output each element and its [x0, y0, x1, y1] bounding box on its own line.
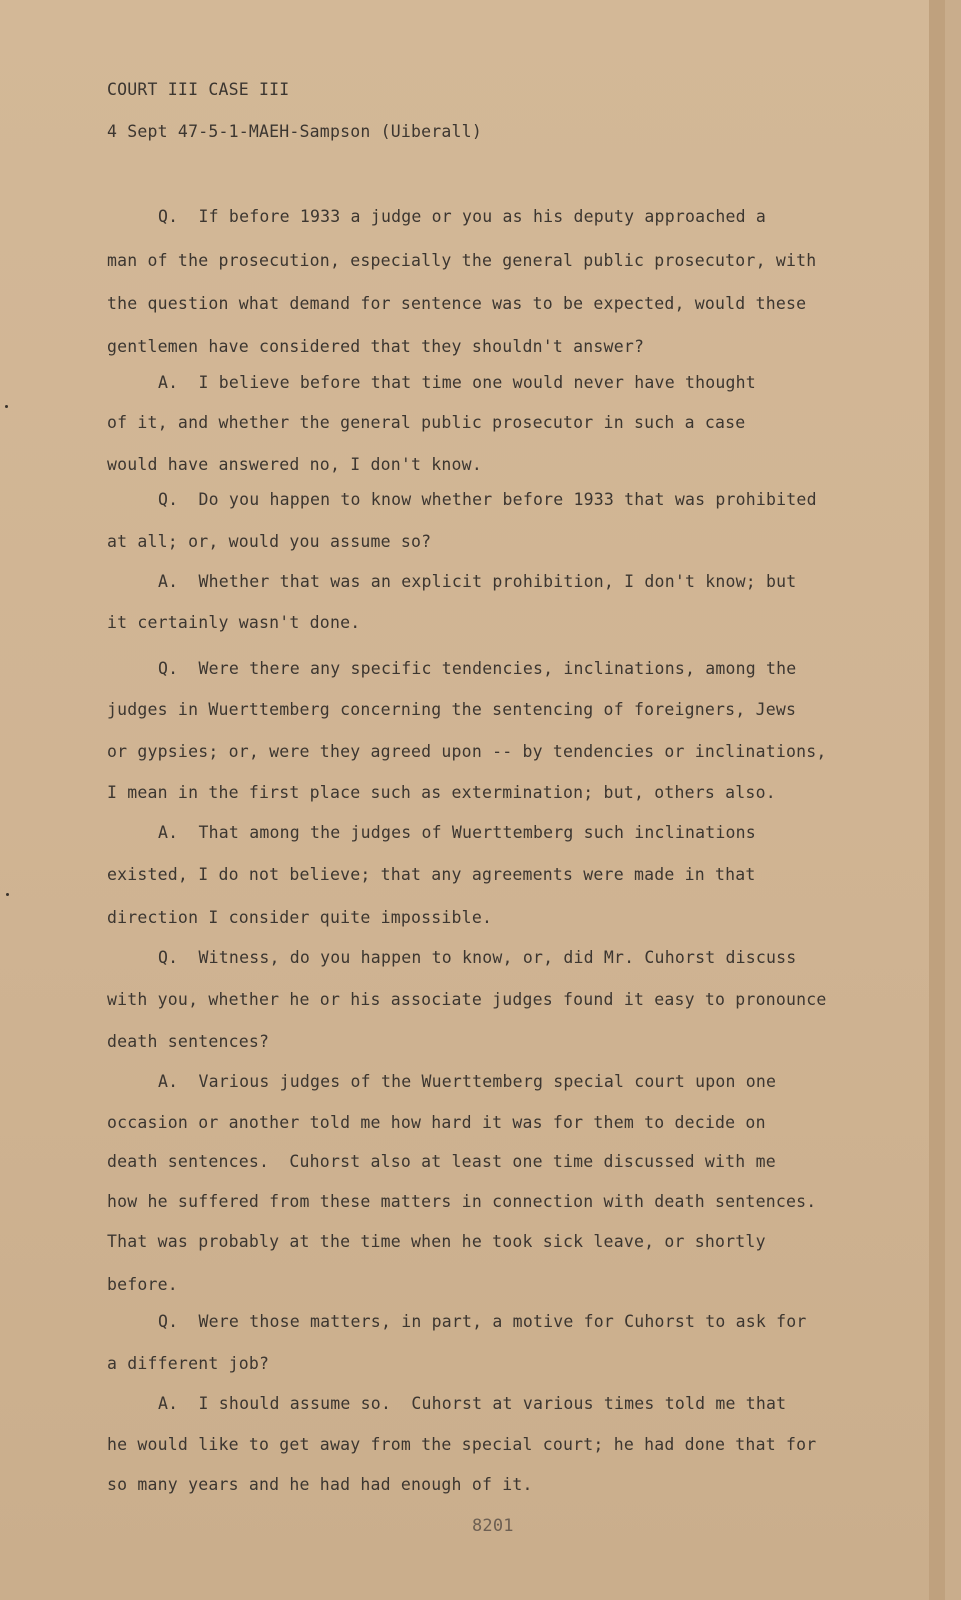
transcript-line: with you, whether he or his associate judges found it easy to pronounce [107, 990, 827, 1009]
transcript-line-first: Q. Witness, do you happen to know, or, did Mr. Cuhorst discuss [158, 948, 797, 967]
transcript-line-first: A. Various judges of the Wuerttemberg special court upon one [158, 1072, 777, 1091]
transcript-line: occasion or another told me how hard it was for them to decide on [107, 1113, 766, 1132]
transcript-line-first: A. That among the judges of Wuerttemberg such inclinations [158, 823, 756, 842]
transcript-line: man of the prosecution, especially the general public prosecutor, with [107, 251, 817, 270]
transcript-line: death sentences? [107, 1032, 270, 1051]
transcript-line: That was probably at the time when he took sick leave, or shortly [107, 1232, 766, 1251]
transcript-line: would have answered no, I don't know. [107, 455, 482, 474]
transcript-line: I mean in the first place such as extermination; but, others also. [107, 783, 776, 802]
transcript-line-first: Q. Were those matters, in part, a motive for Cuhorst to ask for [158, 1312, 807, 1331]
transcript-line: gentlemen have considered that they shouldn't answer? [107, 337, 645, 356]
transcript-line-first: Q. Do you happen to know whether before 1933 that was prohibited [158, 490, 817, 509]
transcript-line-first: A. Whether that was an explicit prohibition, I don't know; but [158, 572, 797, 591]
transcript-line: how he suffered from these matters in connection with death sentences. [107, 1192, 817, 1211]
paper-speck [5, 405, 8, 408]
transcript-line-first: Q. Were there any specific tendencies, inclinations, among the [158, 659, 797, 678]
transcript-line: death sentences. Cuhorst also at least one time discussed with me [107, 1152, 776, 1171]
session-header: 4 Sept 47-5-1-MAEH-Sampson (Uiberall) [107, 122, 482, 141]
transcript-line: a different job? [107, 1354, 270, 1373]
transcript-line: at all; or, would you assume so? [107, 532, 432, 551]
transcript-line: direction I consider quite impossible. [107, 908, 493, 927]
transcript-line: or gypsies; or, were they agreed upon -- by tendencies or inclinations, [107, 742, 827, 761]
transcript-line: he would like to get away from the special court; he had done that for [107, 1435, 817, 1454]
transcript-line-first: Q. If before 1933 a judge or you as his deputy approached a [158, 207, 767, 226]
transcript-line: existed, I do not believe; that any agreements were made in that [107, 865, 756, 884]
transcript-line-first: A. I believe before that time one would never have thought [158, 373, 756, 392]
transcript-line-first: A. I should assume so. Cuhorst at various times told me that [158, 1394, 787, 1413]
transcript-line: the question what demand for sentence was to be expected, would these [107, 294, 807, 313]
transcript-line: it certainly wasn't done. [107, 613, 361, 632]
page-number: 8201 [472, 1516, 514, 1536]
transcript-line: so many years and he had had enough of it. [107, 1475, 533, 1494]
transcript-line: of it, and whether the general public prosecutor in such a case [107, 413, 746, 432]
transcript-line: judges in Wuerttemberg concerning the sentencing of foreigners, Jews [107, 700, 797, 719]
transcript-line: before. [107, 1275, 178, 1294]
case-header: COURT III CASE III [107, 80, 290, 99]
paper-speck [6, 893, 9, 896]
page-edge [929, 0, 945, 1600]
